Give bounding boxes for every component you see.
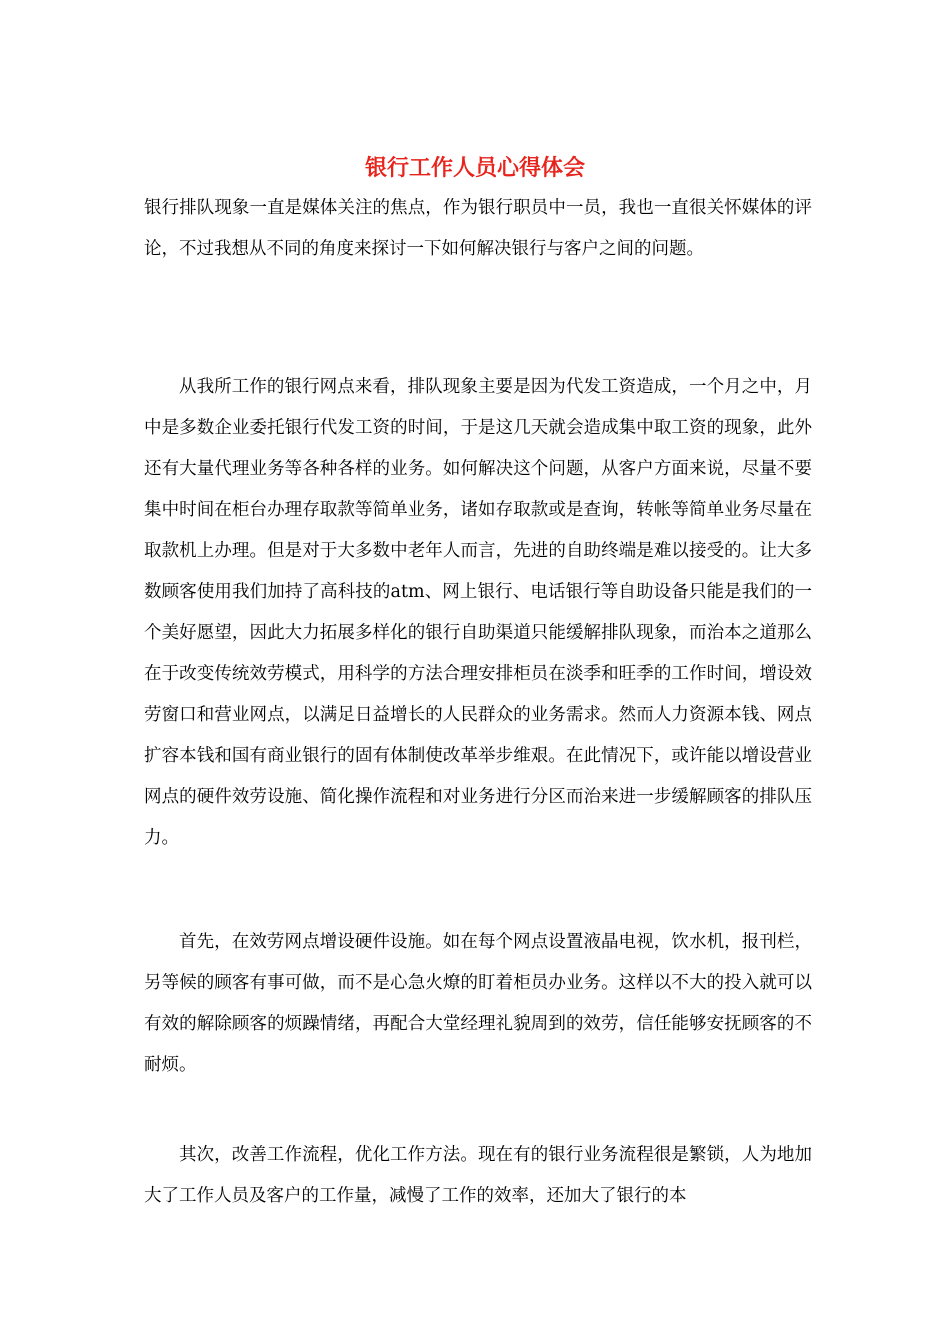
paragraph-queue-cause: 从我所工作的银行网点来看，排队现象主要是因为代发工资造成，一个月之中，月中是多数企业委托银行代发工资的时间，于是这几天就会造成集中取工资的现象，此外还有大量代理业务等各种各样的业务。如何解决这个问题，从客户方面来说，尽量不要集中时间在柜台办理存取款等简单业务，诸如存取款或是查询，转帐等简单业务尽量在取款机上办理。但是对于大多数中老年人而言，先进的自助终端是难以接受的。让大多数顾客使用我们加持了高科技的atm、网上银行、电话银行等自助设备只能是我们的一个美好愿望，因此大力拓展多样化的银行自助渠道只能缓解排队现象，而治本之道那么在于改变传统效劳模式，用科学的方法合理安排柜员在淡季和旺季的工作时间，增设效劳窗口和营业网点，以满足日益增长的人民群众的业务需求。然而人力资源本钱、网点扩容本钱和国有商业银行的固有体制使改革举步维艰。在此情况下，或许能以增设营业网点的硬件效劳设施、简化操作流程和对业务进行分区而治来进一步缓解顾客的排队压力。: [144, 377, 812, 848]
paragraph-second-measure: 其次，改善工作流程，优化工作方法。现在有的银行业务流程很是繁锁，人为地加大了工作人员及客户的工作量，减慢了工作的效率，还加大了银行的本: [144, 1145, 812, 1206]
paragraph-first-measure: 首先，在效劳网点增设硬件设施。如在每个网点设置液晶电视，饮水机，报刊栏，另等候的顾客有事可做，而不是心急火燎的盯着柜员办业务。这样以不大的投入就可以有效的解除顾客的烦躁情绪，再配合大堂经理礼貌周到的效劳，信任能够安抚顾客的不耐烦。: [144, 932, 812, 1075]
document-title: 银行工作人员心得体会: [364, 155, 585, 181]
paragraph-intro: 银行排队现象一直是媒体关注的焦点，作为银行职员中一员，我也一直很关怀媒体的评论，不过我想从不同的角度来探讨一下如何解决银行与客户之间的问题。: [144, 198, 812, 259]
